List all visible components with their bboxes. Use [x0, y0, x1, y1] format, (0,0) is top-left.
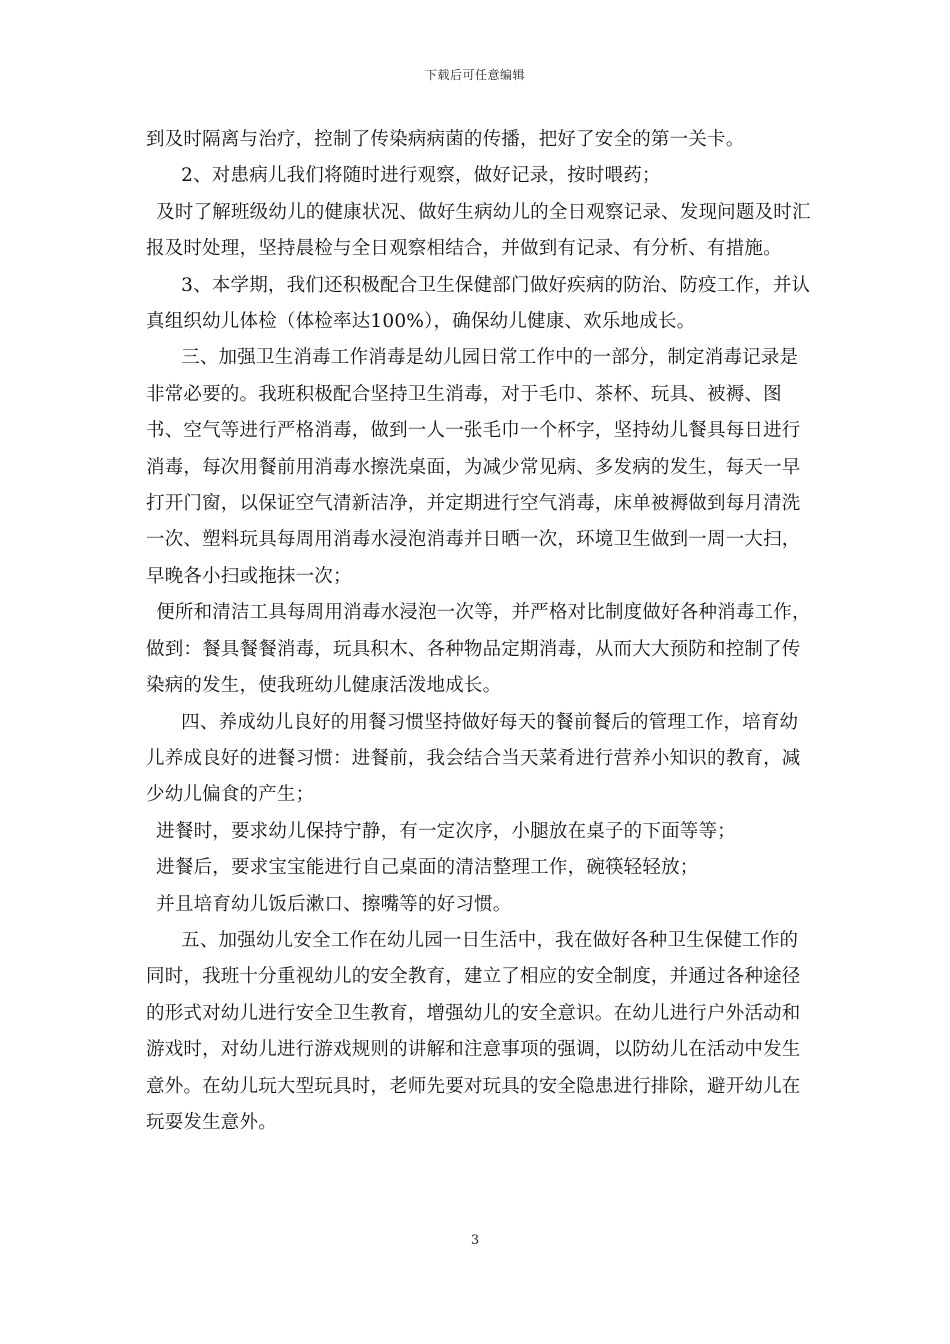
paragraph: 进餐时，要求幼儿保持宁静，有一定次序，小腿放在桌子的下面等等； — [156, 820, 736, 842]
paragraph: 四、养成幼儿良好的用餐习惯坚持做好每天的餐前餐后的管理工作，培育幼儿养成良好的进餐习惯：进餐前，我会结合当天菜肴进行营养小知识的教育，减少幼儿偏食的产生； — [146, 711, 801, 806]
paragraph: 进餐后，要求宝宝能进行自己桌面的清洁整理工作，碗筷轻轻放； — [156, 857, 699, 879]
paragraph: 三、加强卫生消毒工作消毒是幼儿园日常工作中的一部分，制定消毒记录是非常必要的。我班积极配合坚持卫生消毒，对于毛巾、茶杯、玩具、被褥、图书、空气等进行严格消毒，做到一人一张毛巾一个杯字，坚持幼儿餐具每日进行消毒，每次用餐前用消毒水擦洗桌面，为减少常见病、多发病的发生，每天一早打开门窗，以保证空气清新洁净，并定期进行空气消毒，床单被褥做到每月清洗一次、塑料玩具每周用消毒水浸泡消毒并日晒一次，环境卫生做到一周一大扫，早晚各小扫或拖抹一次； — [146, 347, 801, 587]
paragraph: 便所和清洁工具每周用消毒水浸泡一次等，并严格对比制度做好各种消毒工作，做到：餐具餐餐消毒，玩具积木、各种物品定期消毒，从而大大预防和控制了传染病的发生，使我班幼儿健康活泼地成长。 — [146, 602, 811, 697]
paragraph: 并且培育幼儿饭后漱口、擦嘴等的好习惯。 — [156, 893, 512, 915]
paragraph: 2、对患病儿我们将随时进行观察，做好记录，按时喂药； — [181, 165, 661, 187]
page-header: 下载后可任意编辑 — [424, 68, 525, 82]
paragraph: 到及时隔离与治疗，控制了传染病病菌的传播，把好了安全的第一关卡。 — [146, 129, 745, 150]
paragraph: 五、加强幼儿安全工作在幼儿园一日生活中，我在做好各种卫生保健工作的同时，我班十分重视幼儿的安全教育，建立了相应的安全制度，并通过各种途径的形式对幼儿进行安全卫生教育，增强幼儿的安全意识。在幼儿进行户外活动和游戏时，对幼儿进行游戏规则的讲解和注意事项的强调，以防幼儿在活动中发生意外。在幼儿玩大型玩具时，老师先要对玩具的安全隐患进行排除，避开幼儿在玩耍发生意外。 — [146, 929, 801, 1133]
paragraph: 3、本学期，我们还积极配合卫生保健部门做好疾病的防治、防疫工作，并认真组织幼儿体检（体检率达100%），确保幼儿健康、欢乐地成长。 — [146, 274, 811, 333]
page-number: 3 — [470, 1233, 480, 1248]
document-body — [146, 122, 816, 1141]
paragraph: 及时了解班级幼儿的健康状况、做好生病幼儿的全日观察记录、发现问题及时汇报及时处理，坚持晨检与全日观察相结合，并做到有记录、有分析、有措施。 — [146, 201, 811, 260]
